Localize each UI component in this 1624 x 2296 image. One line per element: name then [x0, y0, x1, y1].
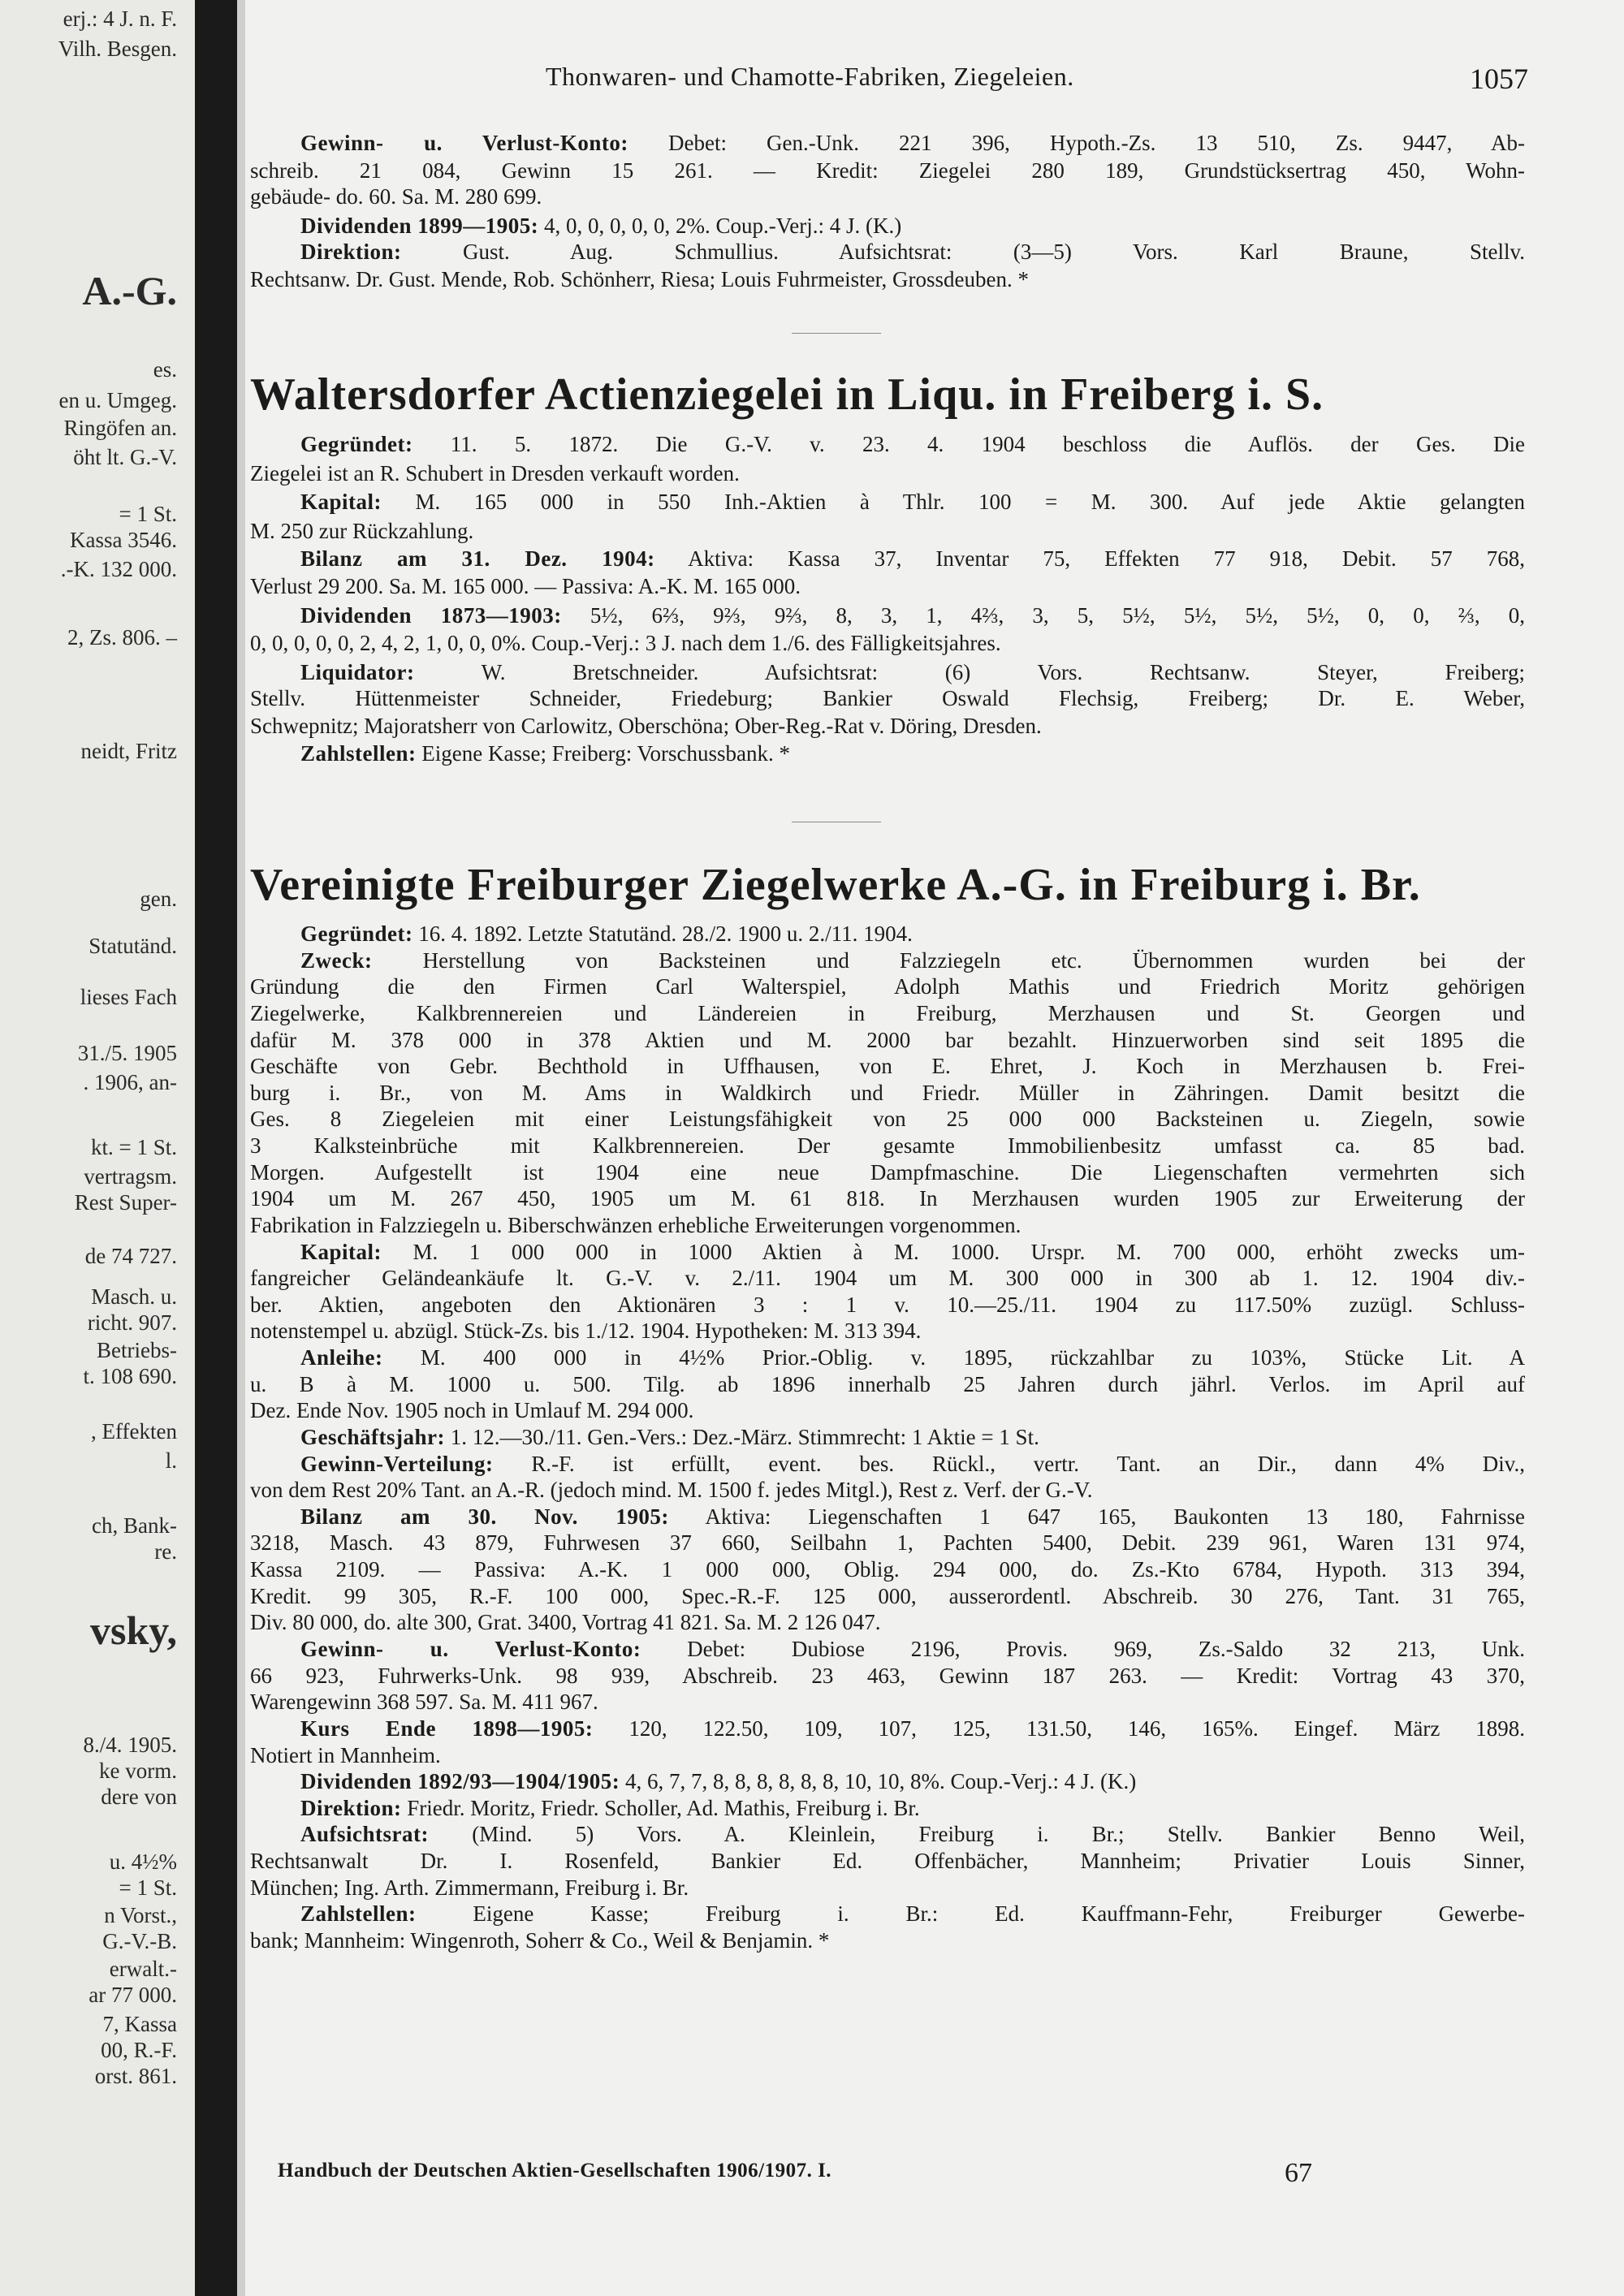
left-page-fragment: 8./4. 1905. [83, 1733, 177, 1757]
text-line [250, 1029, 1525, 1052]
left-page-fragment: vsky, [89, 1608, 177, 1653]
left-page-fragment: , Effekten [91, 1419, 177, 1444]
left-page-fragment: es. [153, 357, 177, 382]
left-page-fragment: n Vorst., [104, 1903, 177, 1927]
running-header [302, 62, 1528, 97]
text-line [250, 1187, 1525, 1211]
entry-text: Notiert in Mannheim. [250, 1744, 441, 1767]
company-heading: Waltersdorfer Actienziegelei in Liqu. in Freiberg i. S. [250, 369, 1324, 420]
left-page-fragment: l. [165, 1448, 177, 1473]
entry-text: Ziegelwerke, Kalkbrennereien und Ländereien in Freiburg, Merzhausen und St. Georgen und [250, 1002, 1525, 1025]
left-page-fragment: erj.: 4 J. n. F. [63, 6, 177, 31]
text-line [250, 1823, 1525, 1846]
entry-text: 1. 12.—30./11. Gen.-Vers.: Dez.-März. Stimmrecht: 1 Aktie = 1 St. [444, 1426, 1039, 1449]
left-page-fragment: gen. [140, 887, 177, 911]
text-line [250, 575, 1525, 598]
entry-text: Herstellung von Backsteinen und Falzziegeln etc. Übernommen wurden bei der [372, 949, 1525, 973]
entry-text: 66 923, Fuhrwerks-Unk. 98 939, Abschreib. 23 463, Gewinn 187 263. — Kredit: Vortrag 43 370, [250, 1664, 1525, 1688]
text-line [250, 240, 1525, 264]
text-line [250, 490, 1525, 514]
entry-keyword: Kapital: [300, 490, 382, 514]
entry-text: Ges. 8 Ziegeleien mit einer Leistungsfähigkeit von 25 000 000 Backsteinen u. Ziegeln, sowie [250, 1107, 1525, 1131]
text-line [250, 1611, 1525, 1634]
left-page-fragment: Betriebs- [97, 1338, 177, 1362]
entry-text: Rechtsanwalt Dr. I. Rosenfeld, Bankier Ed. Offenbächer, Mannheim; Privatier Louis Sinner, [250, 1849, 1525, 1873]
text-line [250, 1690, 1525, 1714]
entry-keyword: Bilanz am 31. Dez. 1904: [300, 547, 655, 571]
entry-text: Kredit. 99 305, R.-F. 100 000, Spec.-R.-F. 125 000, ausserordentl. Abschreib. 30 276, Tant. 31 765, [250, 1585, 1525, 1608]
text-line [250, 1929, 1525, 1953]
entry-text: M. 1 000 000 in 1000 Aktien à M. 1000. Urspr. M. 700 000, erhöht zwecks um- [382, 1241, 1525, 1264]
entry-keyword: Direktion: [300, 240, 402, 264]
text-line [250, 1717, 1525, 1741]
left-page-fragment: A.-G. [82, 268, 177, 313]
text-line [250, 1241, 1525, 1264]
entry-text: Gust. Aug. Schmullius. Aufsichtsrat: (3—5) Vors. Karl Braune, Stellv. [401, 240, 1525, 264]
text-line [250, 949, 1525, 973]
left-page-fragment: neidt, Fritz [80, 739, 177, 763]
entry-text: München; Ing. Arth. Zimmermann, Freiburg i. Br. [250, 1876, 689, 1900]
entry-text: 11. 5. 1872. Die G.-V. v. 23. 4. 1904 beschloss die Auflös. der Ges. Die [412, 433, 1525, 456]
left-page-fragment: ar 77 000. [89, 1983, 177, 2007]
page-footer [278, 2160, 1374, 2192]
text-line [250, 975, 1525, 999]
left-page-fragment: u. 4½% [109, 1849, 177, 1874]
text-line [250, 1081, 1525, 1105]
entry-text: 1904 um M. 267 450, 1905 um M. 61 818. In Merzhausen wurden 1905 zur Erweiterung der [250, 1187, 1525, 1211]
entry-text: Rechtsanw. Dr. Gust. Mende, Rob. Schönherr, Riesa; Louis Fuhrmeister, Grossdeuben. * [250, 268, 1029, 291]
text-line [250, 922, 1525, 946]
text-line [250, 1267, 1525, 1290]
entry-text: burg i. Br., von M. Ams in Waldkirch und Friedr. Müller in Zähringen. Damit besitzt die [250, 1081, 1525, 1105]
book-gutter [195, 0, 237, 2296]
text-line [250, 1214, 1525, 1237]
entry-text: Gründung die den Firmen Carl Walterspiel, Adolph Mathis und Friedrich Moritz gehörigen [250, 975, 1525, 999]
entry-keyword: Geschäftsjahr: [300, 1426, 445, 1449]
entry-text: Kassa 2109. — Passiva: A.-K. 1 000 000, Oblig. 294 000, do. Zs.-Kto 6784, Hypoth. 313 394, [250, 1558, 1525, 1582]
text-line [250, 1744, 1525, 1767]
text-line [250, 1293, 1525, 1317]
left-page-fragment: Rest Super- [74, 1190, 177, 1215]
entry-text: Aktiva: Kassa 37, Inventar 75, Effekten 77 918, Debit. 57 768, [654, 547, 1525, 571]
left-page-fragment: lieses Fach [80, 985, 177, 1009]
entry-keyword: Gewinn- u. Verlust-Konto: [300, 1638, 641, 1661]
left-page-fragment: Vilh. Besgen. [58, 37, 177, 61]
left-page-fragment: . 1906, an- [83, 1070, 177, 1094]
entry-text: u. B à M. 1000 u. 500. Tilg. ab 1896 innerhalb 25 Jahren durch jährl. Verlos. im April auf [250, 1373, 1525, 1396]
left-page-fragment: t. 108 690. [83, 1364, 177, 1388]
entry-keyword: Direktion: [300, 1797, 402, 1820]
entry-text: 5½, 6⅔, 9⅔, 9⅔, 8, 3, 1, 4⅔, 3, 5, 5½, 5½, 5½, 5½, 0, 0, ⅔, 0, [561, 604, 1525, 628]
entry-text: 0, 0, 0, 0, 0, 2, 4, 2, 1, 0, 0, 0%. Coup.-Verj.: 3 J. nach dem 1./6. des Fälligkeitsjahres. [250, 632, 1001, 655]
text-line [250, 1134, 1525, 1158]
text-line [250, 1002, 1525, 1025]
text-line [250, 1876, 1525, 1900]
entry-text: dafür M. 378 000 in 378 Aktien und M. 2000 bar bezahlt. Hinzuerworben sind seit 1895 die [250, 1029, 1525, 1052]
text-line [250, 1638, 1525, 1661]
entry-keyword: Zweck: [300, 949, 373, 973]
left-page-fragment: 31./5. 1905 [77, 1041, 177, 1065]
left-page-fragment: Masch. u. [91, 1284, 177, 1309]
entry-text: Schwepnitz; Majoratsherr von Carlowitz, Oberschöna; Ober-Reg.-Rat v. Döring, Dresden. [250, 714, 1042, 738]
entry-text: notenstempel u. abzügl. Stück-Zs. bis 1./12. 1904. Hypotheken: M. 313 394. [250, 1319, 922, 1343]
entry-text: Verlust 29 200. Sa. M. 165 000. — Passiva: A.-K. M. 165 000. [250, 575, 801, 598]
text-line [250, 1585, 1525, 1608]
text-line [250, 1452, 1525, 1476]
entry-text: Eigene Kasse; Freiburg i. Br.: Ed. Kauffmann-Fehr, Freiburger Gewerbe- [416, 1902, 1525, 1926]
entry-text: schreib. 21 084, Gewinn 15 261. — Kredit: Ziegelei 280 189, Grundstücksertrag 450, Wohn- [250, 159, 1525, 183]
entry-text: 4, 6, 7, 7, 8, 8, 8, 8, 8, 8, 10, 10, 8%. Coup.-Verj.: 4 J. (K.) [620, 1770, 1137, 1793]
page-edge [237, 0, 245, 2296]
entry-text: Stellv. Hüttenmeister Schneider, Friedeburg; Bankier Oswald Flechsig, Freiberg; Dr. E. Weber, [250, 687, 1525, 710]
entry-keyword: Gewinn-Verteilung: [300, 1452, 494, 1476]
entry-text: 4, 0, 0, 0, 0, 0, 2%. Coup.-Verj.: 4 J. (K.) [538, 214, 902, 238]
left-page-fragment: vertragsm. [84, 1164, 177, 1189]
left-page-fragment: Statutänd. [89, 934, 177, 958]
left-page-fragment: dere von [101, 1785, 177, 1809]
text-line [250, 1161, 1525, 1185]
text-line [250, 604, 1525, 628]
text-line [250, 132, 1525, 155]
left-page-fragment: re. [154, 1539, 177, 1564]
entry-text: Warengewinn 368 597. Sa. M. 411 967. [250, 1690, 598, 1714]
left-page-fragment: Ringöfen an. [63, 416, 177, 440]
entry-text: M. 165 000 in 550 Inh.-Aktien à Thlr. 100 = M. 300. Auf jede Aktie gelangten [382, 490, 1525, 514]
left-page-fragment: de 74 727. [84, 1244, 177, 1268]
entry-text: R.-F. ist erfüllt, event. bes. Rückl., vertr. Tant. an Dir., dann 4% Div., [493, 1452, 1525, 1476]
entry-text: Debet: Dubiose 2196, Provis. 969, Zs.-Saldo 32 213, Unk. [641, 1638, 1525, 1661]
left-page-fragment: en u. Umgeg. [58, 388, 177, 412]
entry-text: von dem Rest 20% Tant. an A.-R. (jedoch mind. M. 1500 f. jedes Mitgl.), Rest z. Verf. der G.-V. [250, 1478, 1093, 1502]
text-line [250, 462, 1525, 486]
left-page-fragment: = 1 St. [119, 1875, 177, 1900]
text-line [250, 159, 1525, 183]
text-line [250, 742, 1525, 766]
text-line [250, 714, 1525, 738]
entry-keyword: Anleihe: [300, 1346, 383, 1370]
left-page-fragment: richt. 907. [87, 1310, 177, 1335]
entry-keyword: Dividenden 1899—1905: [300, 214, 539, 238]
page-number: 1057 [1470, 63, 1528, 95]
entry-text: 3218, Masch. 43 879, Fuhrwesen 37 660, Seilbahn 1, Pachten 5400, Debit. 239 961, Waren 131 974, [250, 1531, 1525, 1555]
entry-keyword: Aufsichtsrat: [300, 1823, 429, 1846]
entry-text: Friedr. Moritz, Friedr. Scholler, Ad. Mathis, Freiburg i. Br. [401, 1797, 920, 1820]
entry-keyword: Zahlstellen: [300, 742, 417, 766]
entry-text: (Mind. 5) Vors. A. Kleinlein, Freiburg i. Br.; Stellv. Bankier Benno Weil, [428, 1823, 1525, 1846]
text-line [250, 1505, 1525, 1529]
entry-text: Fabrikation in Falzziegeln u. Biberschwänzen erhebliche Erweiterungen vorgenommen. [250, 1214, 1021, 1237]
section-divider [792, 333, 881, 334]
entry-text: bank; Mannheim: Wingenroth, Soherr & Co., Weil & Benjamin. * [250, 1929, 830, 1953]
left-page-fragment: kt. = 1 St. [91, 1135, 177, 1159]
left-page-fragment: = 1 St. [119, 502, 177, 526]
entry-text: M. 400 000 in 4½% Prior.-Oblig. v. 1895, rückzahlbar zu 103%, Stücke Lit. A [382, 1346, 1525, 1370]
entry-text: M. 250 zur Rückzahlung. [250, 520, 474, 543]
entry-keyword: Liquidator: [300, 661, 415, 684]
text-line [250, 1531, 1525, 1555]
footer-text: Handbuch der Deutschen Aktien-Gesellschaften 1906/1907. I. [278, 2160, 832, 2182]
text-line [250, 661, 1525, 684]
text-line [250, 1373, 1525, 1396]
text-line [250, 1902, 1525, 1926]
left-page-fragment: erwalt.- [109, 1957, 177, 1981]
text-line [250, 1664, 1525, 1688]
entry-text: Geschäfte von Gebr. Bechthold in Uffhausen, von E. Ehret, J. Koch in Merzhausen b. Frei- [250, 1055, 1525, 1078]
left-page-fragment: öht lt. G.-V. [73, 445, 177, 469]
text-line [250, 433, 1525, 456]
entry-keyword: Zahlstellen: [300, 1902, 417, 1926]
entry-text: Aktiva: Liegenschaften 1 647 165, Baukonten 13 180, Fahrnisse [668, 1505, 1525, 1529]
left-page-fragment: orst. 861. [94, 2064, 177, 2088]
left-page-fragment: 7, Kassa [102, 2012, 177, 2036]
text-line [250, 185, 1525, 209]
left-page-fragment: 2, Zs. 806. – [67, 625, 177, 650]
text-line [250, 1849, 1525, 1873]
entry-keyword: Dividenden 1873—1903: [300, 604, 562, 628]
text-line [250, 214, 1525, 238]
text-line [250, 632, 1525, 655]
text-line [250, 520, 1525, 543]
text-line [250, 1107, 1525, 1131]
entry-keyword: Dividenden 1892/93—1904/1905: [300, 1770, 620, 1793]
entry-text: 3 Kalksteinbrüche mit Kalkbrennereien. Der gesamte Immobilienbesitz umfasst ca. 85 bad. [250, 1134, 1525, 1158]
entry-text: Dez. Ende Nov. 1905 noch in Umlauf M. 294 000. [250, 1399, 694, 1422]
text-line [250, 547, 1525, 571]
left-page-fragment: Kassa 3546. [70, 528, 177, 552]
entry-text: Morgen. Aufgestellt ist 1904 eine neue Dampfmaschine. Die Liegenschaften vermehrten sich [250, 1161, 1525, 1185]
left-page-fragment: ch, Bank- [92, 1513, 177, 1538]
entry-keyword: Kapital: [300, 1241, 382, 1264]
left-page-fragment: .-K. 132 000. [60, 557, 177, 581]
company-heading: Vereinigte Freiburger Ziegelwerke A.-G. in Freiburg i. Br. [250, 860, 1421, 910]
entry-text: fangreicher Geländeankäufe lt. G.-V. v. 2./11. 1904 um M. 300 000 in 300 ab 1. 12. 1904 div.- [250, 1267, 1525, 1290]
entry-keyword: Gegründet: [300, 922, 413, 946]
text-line [250, 1770, 1525, 1793]
entry-text: 120, 122.50, 109, 107, 125, 131.50, 146, 165%. Eingef. März 1898. [593, 1717, 1525, 1741]
left-page-fragment: 00, R.-F. [101, 2038, 177, 2062]
running-title: Thonwaren- und Chamotte-Fabriken, Ziegeleien. [546, 62, 1074, 91]
text-line [250, 1319, 1525, 1343]
left-page-fragment: G.-V.-B. [102, 1929, 177, 1953]
entry-text: Ziegelei ist an R. Schubert in Dresden verkauft worden. [250, 462, 740, 486]
text-line [250, 268, 1525, 291]
text-line [250, 1399, 1525, 1422]
entry-text: 16. 4. 1892. Letzte Statutänd. 28./2. 1900 u. 2./11. 1904. [412, 922, 913, 946]
text-line [250, 1055, 1525, 1078]
text-line [250, 1558, 1525, 1582]
text-line [250, 687, 1525, 710]
entry-text: Div. 80 000, do. alte 300, Grat. 3400, Vortrag 41 821. Sa. M. 2 126 047. [250, 1611, 881, 1634]
text-line [250, 1478, 1525, 1502]
entry-text: Eigene Kasse; Freiberg: Vorschussbank. * [416, 742, 790, 766]
text-line [250, 1426, 1525, 1449]
entry-text: Debet: Gen.-Unk. 221 396, Hypoth.-Zs. 13 510, Zs. 9447, Ab- [628, 132, 1525, 155]
left-page-fragment: ke vorm. [99, 1759, 177, 1783]
signature-number: 67 [1285, 2158, 1312, 2188]
entry-text: ber. Aktien, angeboten den Aktionären 3 : 1 v. 10.—25./11. 1904 zu 117.50% zuzügl. Schluss- [250, 1293, 1525, 1317]
entry-keyword: Gewinn- u. Verlust-Konto: [300, 132, 628, 155]
entry-keyword: Gegründet: [300, 433, 413, 456]
text-line [250, 1797, 1525, 1820]
entry-text: gebäude- do. 60. Sa. M. 280 699. [250, 185, 542, 209]
entry-keyword: Kurs Ende 1898—1905: [300, 1717, 594, 1741]
previous-page-fragment [0, 0, 195, 2296]
text-line [250, 1346, 1525, 1370]
entry-text: W. Bretschneider. Aufsichtsrat: (6) Vors. Rechtsanw. Steyer, Freiberg; [414, 661, 1525, 684]
entry-keyword: Bilanz am 30. Nov. 1905: [300, 1505, 669, 1529]
